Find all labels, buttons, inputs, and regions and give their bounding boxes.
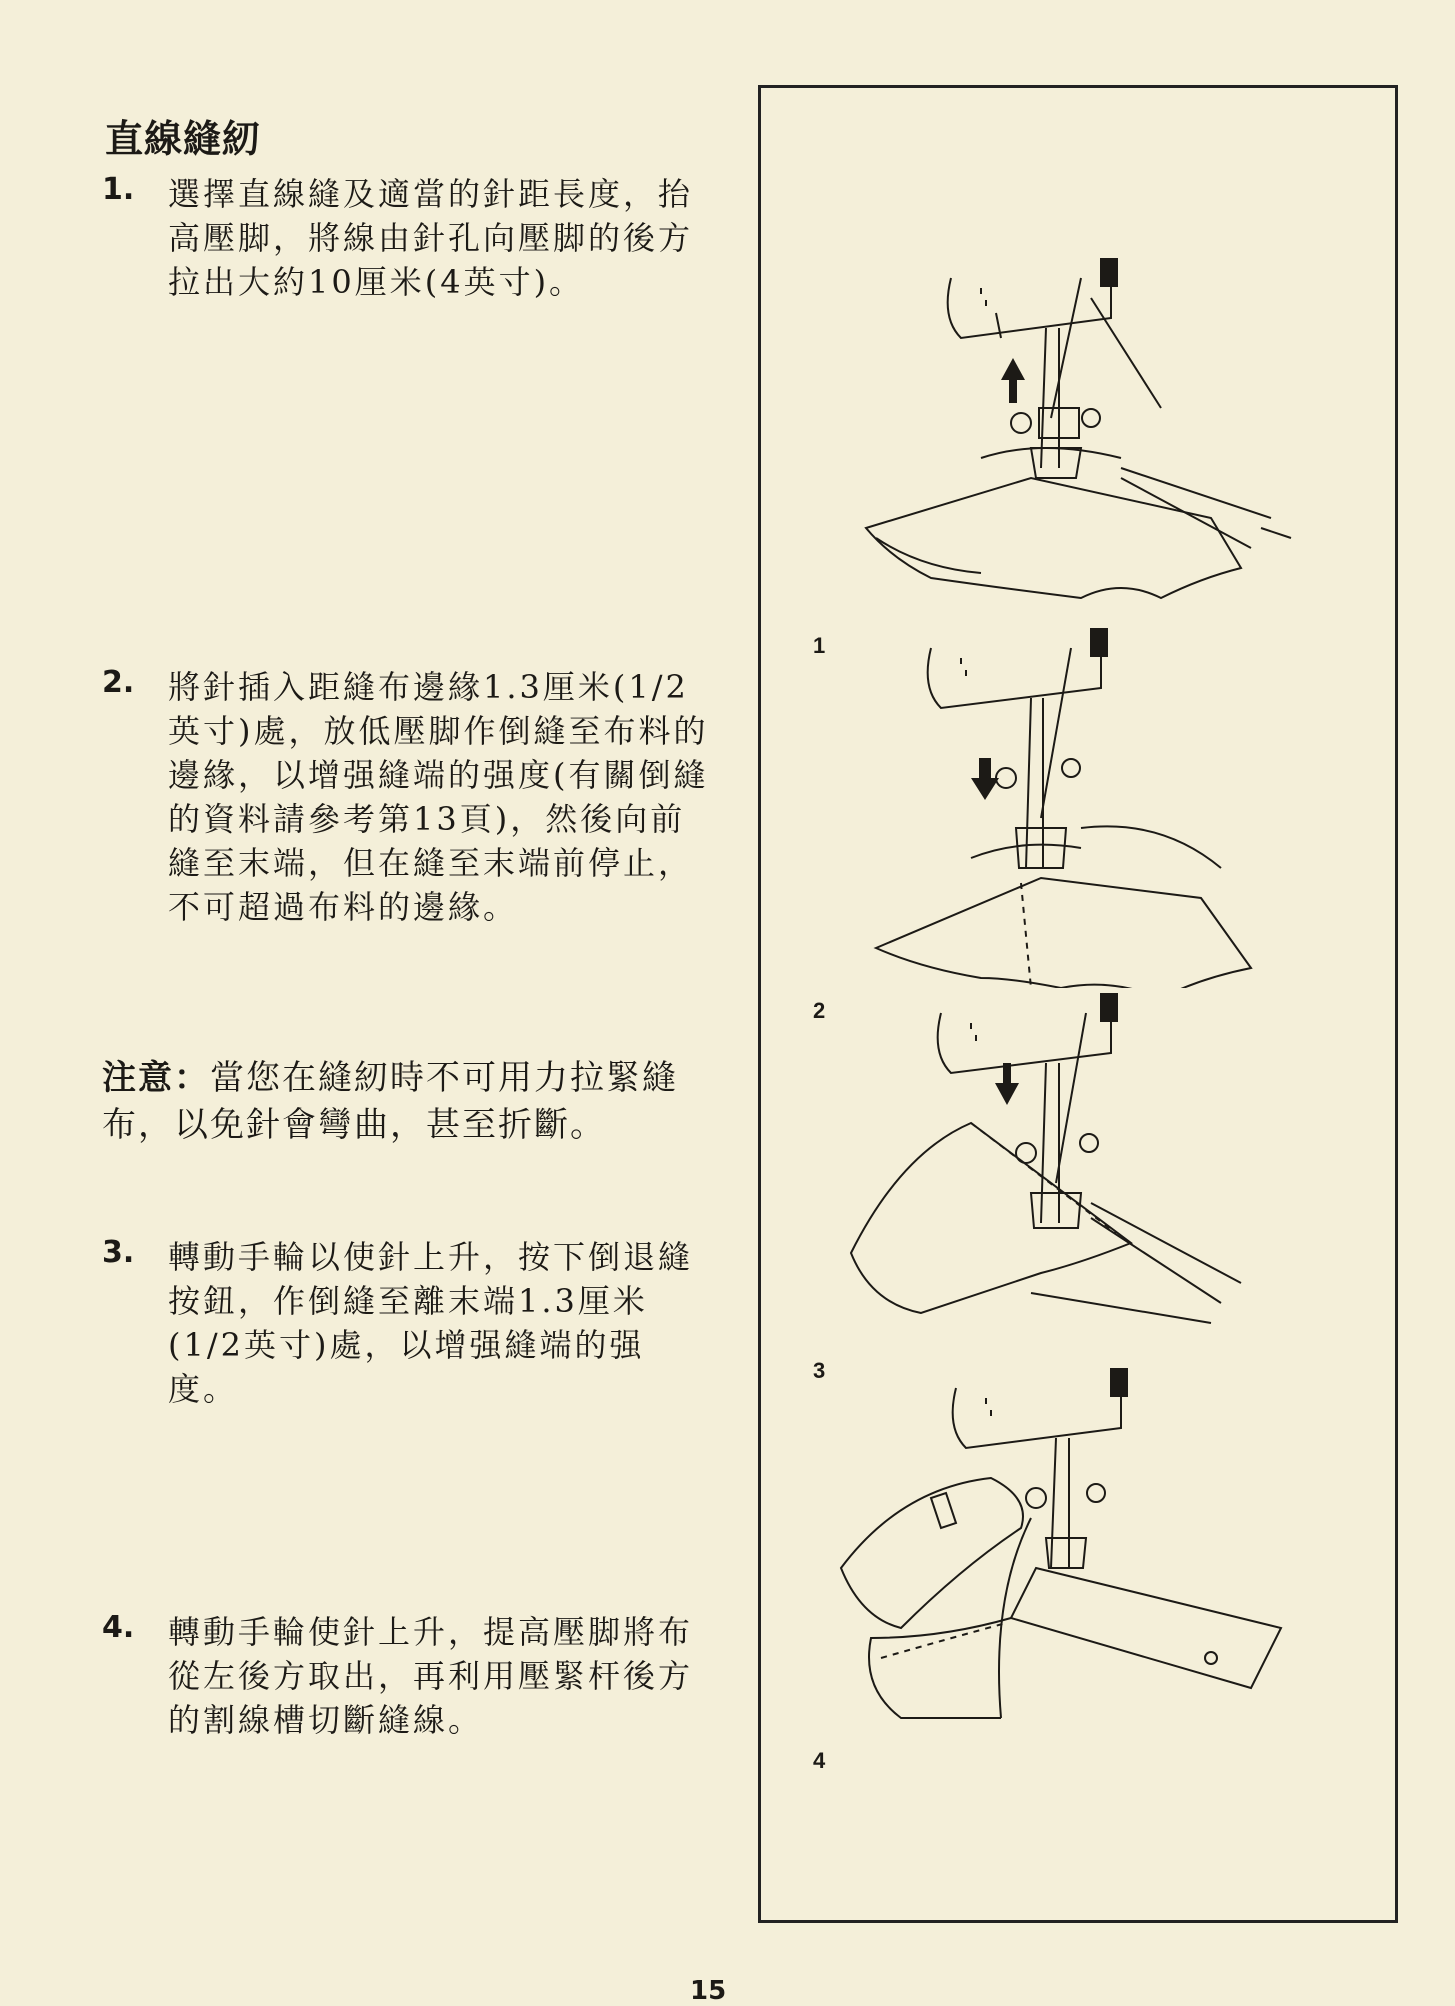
figure-label: 1 (813, 633, 826, 658)
step-text: 將針插入距縫布邊緣1.3厘米(1/2英寸)處，放低壓脚作倒縫至布料的邊緣，以增强縫端的强度(有關倒縫的資料請參考第13頁)，然後向前縫至末端，但在縫至末端前停止，不可超過布料的邊緣。 (168, 668, 709, 926)
step-3 (102, 1235, 712, 1411)
step-2 (102, 665, 712, 929)
figure-label: 3 (813, 1358, 826, 1383)
step-text: 選擇直線縫及適當的針距長度，抬高壓脚，將線由針孔向壓脚的後方拉出大約10厘米(4英寸)。 (168, 175, 694, 301)
note-text: 當您在縫紉時不可用力拉緊縫布，以免針會彎曲，甚至折斷。 (102, 1058, 678, 1145)
sewing-machine-raised-foot-illustration (781, 258, 1381, 618)
step-text: 轉動手輪以使針上升，按下倒退縫按鈕，作倒縫至離末端1.3厘米(1/2英寸)處，以增强縫端的强度。 (168, 1238, 694, 1408)
thread-cutting-illustration (781, 1368, 1381, 1728)
figure-1 (781, 258, 1381, 658)
step-number: 2. (102, 665, 135, 700)
figure-label: 2 (813, 998, 826, 1023)
figure-4 (781, 1368, 1381, 1773)
figure-label: 4 (813, 1748, 826, 1773)
sewing-machine-lowered-foot-illustration (781, 628, 1381, 988)
illustration-frame (758, 85, 1398, 1923)
step-number: 3. (102, 1235, 135, 1270)
step-1 (102, 172, 712, 304)
step-number: 4. (102, 1610, 135, 1645)
note (102, 1055, 702, 1149)
step-number: 1. (102, 172, 135, 207)
figure-2 (781, 628, 1381, 1023)
step-4 (102, 1610, 712, 1742)
sewing-machine-reverse-stitch-illustration (781, 993, 1381, 1353)
step-text: 轉動手輪使針上升，提高壓脚將布從左後方取出，再利用壓緊杆後方的割線槽切斷縫線。 (168, 1613, 694, 1739)
note-label: 注意： (102, 1058, 210, 1098)
figure-3 (781, 993, 1381, 1383)
page-number: 15 (690, 1976, 727, 2006)
page-title: 直線縫紉 (105, 117, 262, 161)
